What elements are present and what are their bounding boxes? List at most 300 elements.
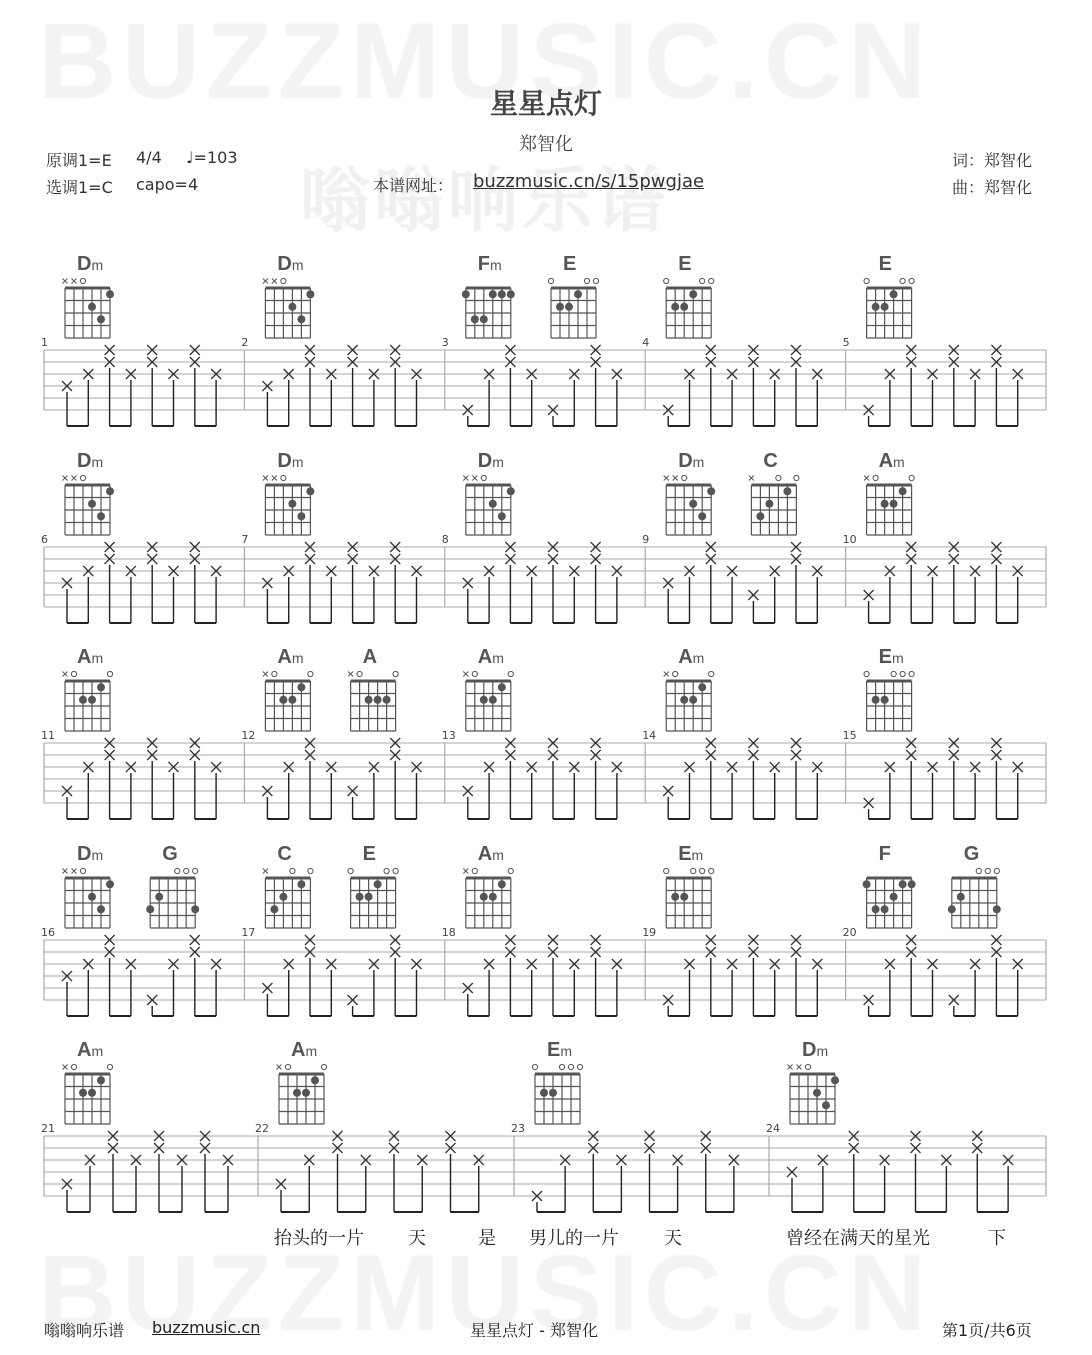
finger-dot [671, 893, 679, 901]
open-string-icon [321, 1064, 326, 1069]
muted-string-icon [664, 476, 669, 481]
muted-string-icon [263, 672, 268, 677]
finger-dot [863, 880, 871, 888]
tab-row [41, 843, 1046, 1016]
muted-string-icon [63, 1065, 68, 1070]
finger-dot [689, 500, 697, 508]
open-string-icon [577, 1064, 582, 1069]
open-string-icon [71, 1064, 76, 1069]
finger-dot [288, 696, 296, 704]
lyric: 天 [664, 1228, 682, 1249]
measure [843, 843, 1023, 1016]
original-key: 原调1=E [46, 151, 112, 170]
finger-dot [698, 683, 706, 691]
finger-dot [288, 303, 296, 311]
measure [642, 450, 822, 623]
muted-string-icon [864, 476, 869, 481]
open-string-icon [909, 278, 914, 283]
tab-row [41, 253, 1046, 426]
finger-dot [155, 893, 163, 901]
open-string-icon [472, 671, 477, 676]
open-string-icon [481, 475, 486, 480]
lyric: 抬头的一片 [274, 1228, 364, 1249]
open-string-icon [472, 868, 477, 873]
open-string-icon [900, 278, 905, 283]
finger-dot [97, 1076, 105, 1084]
chord-diagram-am [864, 450, 914, 535]
measure-number: 7 [241, 533, 249, 546]
finger-dot [270, 905, 278, 913]
chord-name: Dm [77, 843, 104, 865]
finger-dot [97, 905, 105, 913]
finger-dot [540, 1089, 548, 1097]
finger-dot [480, 893, 488, 901]
open-string-icon [357, 671, 362, 676]
chord-name: Am [277, 646, 304, 668]
chord-nut [666, 877, 711, 880]
finger-dot [813, 1089, 821, 1097]
measure-number: 18 [441, 926, 456, 939]
muted-string-icon [263, 279, 268, 284]
measure-number: 5 [842, 336, 850, 349]
finger-dot [279, 893, 287, 901]
finger-dot [106, 880, 114, 888]
measure-number: 20 [842, 926, 857, 939]
chord-name: Am [878, 450, 905, 472]
muted-string-icon [348, 672, 353, 677]
finger-dot [297, 512, 305, 520]
open-string-icon [805, 1064, 810, 1069]
lyric: 男儿的一片 [529, 1228, 619, 1249]
chord-name: Fm [477, 253, 502, 275]
finger-dot [462, 290, 470, 298]
chord-diagram-am [664, 646, 714, 731]
finger-dot [707, 487, 715, 495]
finger-dot [297, 683, 305, 691]
finger-dot [756, 512, 764, 520]
measure [41, 646, 221, 819]
muted-string-icon [263, 869, 268, 874]
open-string-icon [994, 868, 999, 873]
measure-number: 12 [241, 729, 256, 742]
artist-name: 郑智化 [519, 134, 573, 155]
open-string-icon [281, 278, 286, 283]
finger-dot [783, 487, 791, 495]
footer-site-link[interactable]: buzzmusic.cn [152, 1318, 261, 1337]
chord-name: Em [878, 646, 904, 668]
lyric: 是 [478, 1228, 496, 1249]
finger-dot [881, 303, 889, 311]
url-label: 本谱网址： [373, 176, 454, 195]
tempo: ♩=103 [186, 148, 238, 167]
time-signature: 4/4 [136, 148, 162, 167]
open-string-icon [794, 475, 799, 480]
finger-dot [698, 512, 706, 520]
open-string-icon [107, 1064, 112, 1069]
chord-nut [867, 680, 912, 683]
muted-string-icon [263, 476, 268, 481]
open-string-icon [290, 868, 295, 873]
chord-diagram-am [63, 646, 113, 731]
finger-dot [890, 893, 898, 901]
finger-dot [680, 303, 688, 311]
finger-dot [507, 290, 515, 298]
measure [241, 646, 421, 819]
chord-diagram-am [463, 843, 513, 928]
chord-nut [466, 680, 511, 683]
finger-dot [899, 487, 907, 495]
chord-nut [466, 484, 511, 487]
finger-dot [574, 290, 582, 298]
measure [442, 843, 622, 1016]
finger-dot [899, 880, 907, 888]
finger-dot [146, 905, 154, 913]
chord-nut [351, 680, 396, 683]
measure [511, 1039, 739, 1212]
finger-dot [822, 1101, 830, 1109]
chord-name: A [362, 646, 378, 668]
measure-number: 14 [642, 729, 657, 742]
chord-nut [265, 287, 310, 290]
chord-name: Em [547, 1039, 573, 1061]
chord-diagram-am [63, 1039, 113, 1124]
finger-dot [374, 696, 382, 704]
measure-number: 3 [441, 336, 449, 349]
open-string-icon [985, 868, 990, 873]
chord-diagram-e [548, 253, 598, 338]
page-indicator: 第1页/共6页 [942, 1321, 1032, 1340]
finger-dot [489, 696, 497, 704]
chord-nut [65, 484, 110, 487]
open-string-icon [900, 671, 905, 676]
chord-name: Am [77, 646, 104, 668]
open-string-icon [348, 868, 353, 873]
open-string-icon [71, 671, 76, 676]
chord-diagram-g [948, 843, 1001, 928]
finger-dot [88, 303, 96, 311]
finger-dot [498, 512, 506, 520]
muted-string-icon [63, 869, 68, 874]
chord-name: Am [291, 1039, 318, 1061]
finger-dot [106, 290, 114, 298]
open-string-icon [559, 1064, 564, 1069]
chord-diagram-dm [63, 843, 115, 928]
measure [241, 253, 421, 426]
finger-dot [765, 500, 773, 508]
finger-dot [957, 893, 965, 901]
chord-diagram-a [348, 646, 398, 731]
chord-diagram-c [263, 843, 313, 928]
chord-diagram-am [277, 1039, 327, 1124]
open-string-icon [508, 671, 513, 676]
measure-number: 10 [842, 533, 857, 546]
muted-string-icon [272, 279, 277, 284]
chord-diagram-dm [63, 253, 115, 338]
chord-name: Am [477, 843, 504, 865]
open-string-icon [709, 868, 714, 873]
open-string-icon [193, 868, 198, 873]
footer-site: 嗡嗡响乐谱 [44, 1321, 125, 1340]
finger-dot [890, 500, 898, 508]
chord-name: Dm [77, 450, 104, 472]
open-string-icon [709, 671, 714, 676]
finger-dot [881, 905, 889, 913]
measure [843, 450, 1023, 623]
chord-diagram-dm [664, 450, 716, 535]
chord-name: Dm [277, 253, 304, 275]
finger-dot [498, 683, 506, 691]
chord-name: C [763, 450, 778, 472]
open-string-icon [891, 671, 896, 676]
open-string-icon [393, 671, 398, 676]
measure [642, 253, 822, 426]
chord-nut [65, 287, 110, 290]
chord-diagram-fm [462, 253, 515, 338]
chord-name: Am [477, 646, 504, 668]
open-string-icon [909, 475, 914, 480]
chord-name: Dm [477, 450, 504, 472]
finger-dot [288, 500, 296, 508]
finger-dot [489, 893, 497, 901]
chord-nut [65, 680, 110, 683]
muted-string-icon [272, 476, 277, 481]
open-string-icon [691, 868, 696, 873]
finger-dot [191, 905, 199, 913]
measure [843, 646, 1023, 819]
chord-nut [351, 877, 396, 880]
finger-dot [383, 696, 391, 704]
open-string-icon [532, 1064, 537, 1069]
finger-dot [498, 880, 506, 888]
finger-dot [293, 1089, 301, 1097]
finger-dot [689, 696, 697, 704]
finger-dot [97, 315, 105, 323]
chord-diagram-g [146, 843, 199, 928]
measure-number: 15 [842, 729, 857, 742]
chord-name: E [678, 253, 692, 275]
chord-name: E [362, 843, 376, 865]
measure-number: 6 [41, 533, 48, 546]
muted-string-icon [63, 279, 68, 284]
open-string-icon [80, 475, 85, 480]
chord-nut [150, 877, 195, 880]
chord-nut [551, 287, 596, 290]
measure-number: 4 [642, 336, 650, 349]
tab-row [41, 450, 1046, 623]
open-string-icon [909, 671, 914, 676]
finger-dot [480, 315, 488, 323]
measure-number: 1 [41, 336, 48, 349]
measure [642, 646, 822, 819]
open-string-icon [175, 868, 180, 873]
open-string-icon [776, 475, 781, 480]
chord-name: Dm [678, 450, 705, 472]
finger-dot [549, 1089, 557, 1097]
chord-nut [751, 484, 796, 487]
finger-dot [106, 487, 114, 495]
open-string-icon [285, 1064, 290, 1069]
finger-dot [680, 893, 688, 901]
muted-string-icon [463, 476, 468, 481]
finger-dot [88, 696, 96, 704]
measure [241, 843, 421, 1016]
finger-dot [872, 303, 880, 311]
open-string-icon [80, 868, 85, 873]
open-string-icon [673, 671, 678, 676]
chord-nut [265, 484, 310, 487]
chord-diagram-dm [263, 450, 315, 535]
open-string-icon [682, 475, 687, 480]
measure [843, 253, 1023, 426]
score-url-link[interactable]: buzzmusic.cn/s/15pwgjae [473, 171, 705, 192]
open-string-icon [568, 1064, 573, 1069]
measure-number: 23 [511, 1122, 525, 1135]
muted-string-icon [749, 476, 754, 481]
chord-nut [952, 877, 997, 880]
open-string-icon [700, 868, 705, 873]
finger-dot [872, 905, 880, 913]
muted-string-icon [472, 476, 477, 481]
open-string-icon [281, 475, 286, 480]
muted-string-icon [788, 1065, 793, 1070]
chord-diagram-am [463, 646, 513, 731]
open-string-icon [709, 278, 714, 283]
chord-name: G [162, 843, 178, 865]
open-string-icon [584, 278, 589, 283]
finger-dot [306, 290, 314, 298]
open-string-icon [548, 278, 553, 283]
chord-name: Dm [802, 1039, 829, 1061]
muted-string-icon [463, 869, 468, 874]
measure [41, 843, 221, 1016]
open-string-icon [873, 475, 878, 480]
chord-diagram-dm [63, 450, 115, 535]
finger-dot [890, 290, 898, 298]
finger-dot [306, 487, 314, 495]
chord-diagram-c [749, 450, 799, 535]
finger-dot [908, 880, 916, 888]
chord-diagram-e [348, 843, 398, 928]
chord-nut [466, 287, 511, 290]
chord-diagram-e [664, 253, 714, 338]
chord-diagram-e [864, 253, 914, 338]
measure [442, 253, 622, 426]
lyric: 曾经在满天的星光 [786, 1228, 930, 1249]
finger-dot [88, 500, 96, 508]
chord-nut [666, 484, 711, 487]
muted-string-icon [797, 1065, 802, 1070]
measure [642, 843, 822, 1016]
chord-diagram-f [863, 843, 916, 928]
finger-dot [311, 1076, 319, 1084]
finger-dot [872, 696, 880, 704]
measure [41, 1039, 233, 1212]
open-string-icon [664, 278, 669, 283]
finger-dot [881, 696, 889, 704]
finger-dot [365, 696, 373, 704]
open-string-icon [308, 671, 313, 676]
chord-nut [265, 680, 310, 683]
finger-dot [88, 1089, 96, 1097]
open-string-icon [864, 278, 869, 283]
chord-nut [867, 484, 912, 487]
capo: capo=4 [136, 175, 199, 194]
chord-diagram-em [864, 646, 914, 731]
tab-row [41, 646, 1046, 819]
measure-number: 17 [241, 926, 256, 939]
finger-dot [565, 303, 573, 311]
chord-name: C [277, 843, 292, 865]
chord-nut [265, 877, 310, 880]
measure-number: 19 [642, 926, 657, 939]
measure [41, 253, 221, 426]
chord-nut [65, 877, 110, 880]
finger-dot [489, 290, 497, 298]
chord-nut [867, 287, 912, 290]
chord-nut [466, 877, 511, 880]
muted-string-icon [72, 476, 77, 481]
chord-diagram-dm [463, 450, 515, 535]
footer-song: 星星点灯 - 郑智化 [470, 1321, 598, 1340]
measure-number: 9 [642, 533, 650, 546]
chord-name: F [878, 843, 891, 865]
song-title: 星星点灯 [489, 87, 602, 120]
measure-number: 13 [441, 729, 456, 742]
open-string-icon [80, 278, 85, 283]
selected-key: 选调1=C [46, 178, 113, 197]
finger-dot [689, 290, 697, 298]
finger-dot [97, 683, 105, 691]
open-string-icon [308, 868, 313, 873]
finger-dot [680, 696, 688, 704]
chord-diagram-dm [788, 1039, 840, 1124]
measure-number: 21 [41, 1122, 55, 1135]
measure [442, 450, 622, 623]
chord-name: Am [77, 1039, 104, 1061]
finger-dot [79, 1089, 87, 1097]
finger-dot [297, 315, 305, 323]
muted-string-icon [277, 1065, 282, 1070]
lyricist: 词：郑智化 [952, 151, 1033, 170]
muted-string-icon [463, 672, 468, 677]
open-string-icon [700, 278, 705, 283]
measure-number: 16 [41, 926, 55, 939]
finger-dot [302, 1089, 310, 1097]
measure-number: 11 [41, 729, 55, 742]
chord-diagram-dm [263, 253, 315, 338]
chord-diagram-em [664, 843, 714, 928]
chord-name: E [563, 253, 577, 275]
chord-name: Am [678, 646, 705, 668]
open-string-icon [508, 868, 513, 873]
finger-dot [356, 893, 364, 901]
finger-dot [831, 1076, 839, 1084]
measure [255, 1039, 484, 1212]
lyric: 下 [988, 1228, 1006, 1249]
muted-string-icon [63, 672, 68, 677]
chord-nut [867, 877, 912, 880]
open-string-icon [107, 671, 112, 676]
chord-nut [790, 1073, 835, 1076]
chord-name: E [878, 253, 892, 275]
finger-dot [948, 905, 956, 913]
finger-dot [498, 290, 506, 298]
chord-name: Em [678, 843, 704, 865]
finger-dot [480, 696, 488, 704]
lyric: 天 [408, 1228, 426, 1249]
open-string-icon [384, 868, 389, 873]
finger-dot [556, 303, 564, 311]
